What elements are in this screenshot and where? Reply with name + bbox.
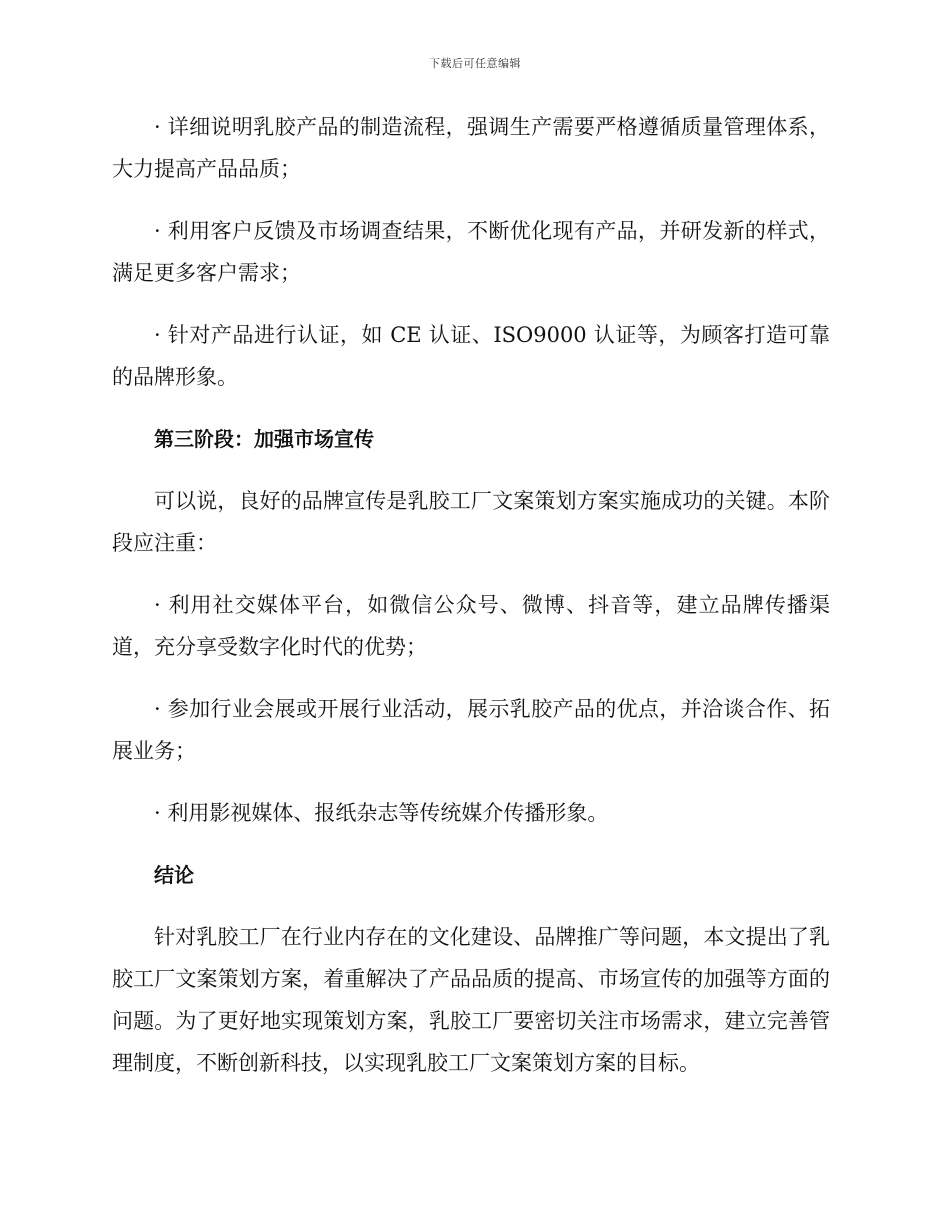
section-heading-conclusion: 结论 bbox=[154, 863, 194, 887]
intro-paragraph-stage-three: 可以说，良好的品牌宣传是乳胶工厂文案策划方案实施成功的关键。本阶段应注重： bbox=[112, 489, 830, 555]
section-heading-stage-three: 第三阶段：加强市场宣传 bbox=[154, 427, 374, 451]
bullet-paragraph-traditional-media: · 利用影视媒体、报纸杂志等传统媒介传播形象。 bbox=[154, 801, 609, 825]
bullet-paragraph-social-media: · 利用社交媒体平台，如微信公众号、微博、抖音等，建立品牌传播渠道，充分享受数字化时代的优势； bbox=[112, 593, 830, 659]
document-body bbox=[112, 106, 830, 1104]
header-note: 下载后可任意编辑 bbox=[429, 57, 521, 70]
bullet-paragraph-certification: · 针对产品进行认证，如 CE 认证、ISO9000 认证等，为顾客打造可靠的品牌形象。 bbox=[112, 323, 830, 389]
conclusion-paragraph: 针对乳胶工厂在行业内存在的文化建设、品牌推广等问题，本文提出了乳胶工厂文案策划方案，着重解决了产品品质的提高、市场宣传的加强等方面的问题。为了更好地实现策划方案，乳胶工厂要密切关注市场需求，建立完善管理制度，不断创新科技，以实现乳胶工厂文案策划方案的目标。 bbox=[112, 925, 830, 1075]
bullet-paragraph-exhibitions: · 参加行业会展或开展行业活动，展示乳胶产品的优点，并洽谈合作、拓展业务； bbox=[112, 697, 830, 763]
bullet-paragraph-feedback: · 利用客户反馈及市场调查结果，不断优化现有产品，并研发新的样式，满足更多客户需求； bbox=[112, 219, 830, 285]
bullet-paragraph-manufacturing: · 详细说明乳胶产品的制造流程，强调生产需要严格遵循质量管理体系，大力提高产品品质； bbox=[112, 115, 830, 181]
